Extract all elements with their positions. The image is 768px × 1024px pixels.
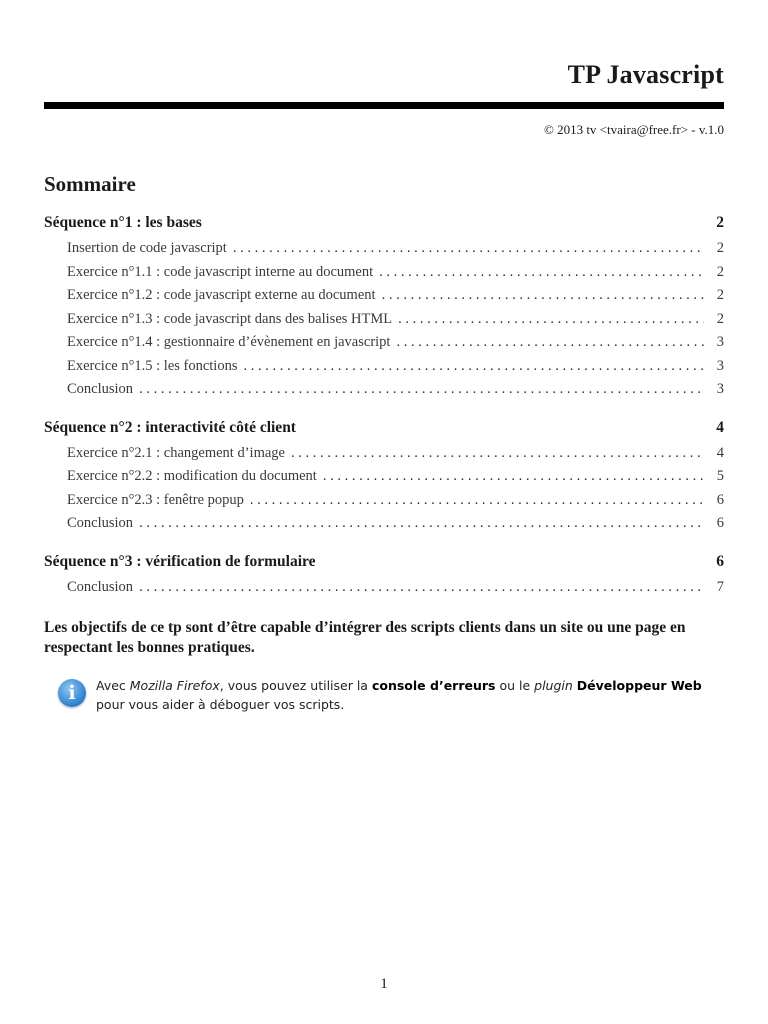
toc-item-label: Exercice n°2.2 : modification du document	[67, 468, 317, 484]
dot-leader	[382, 287, 704, 304]
toc-heading: Sommaire	[44, 172, 136, 196]
toc-item[interactable]	[44, 492, 724, 516]
document-title: TP Javascript	[567, 60, 724, 89]
toc-page-number: 3	[716, 334, 724, 350]
toc-item[interactable]	[44, 334, 724, 358]
dot-leader	[396, 334, 704, 351]
console-term: console d’erreurs	[371, 678, 496, 693]
page-number: 1	[380, 976, 388, 992]
browser-name: Mozilla Firefox	[129, 678, 220, 693]
info-note	[58, 676, 718, 714]
toc-item-label: Exercice n°1.5 : les fonctions	[67, 357, 238, 374]
dot-leader	[243, 358, 704, 375]
toc-item-label: Exercice n°1.3 : code javascript dans des balises HTML	[67, 310, 393, 327]
toc-item-label: Conclusion	[67, 515, 134, 531]
toc-item[interactable]	[44, 515, 724, 539]
toc-item-label: Conclusion	[67, 578, 134, 595]
toc-page-number: 6	[716, 515, 724, 531]
toc-item-label: Exercice n°1.4 : gestionnaire d’évènement en javascript	[67, 334, 391, 350]
toc-item[interactable]	[44, 381, 724, 405]
toc-item[interactable]	[44, 240, 724, 264]
toc-item-label: Exercice n°1.2 : code javascript externe au document	[67, 287, 376, 303]
plugin-term: plugin	[534, 678, 573, 693]
toc-page-number: 2	[716, 310, 724, 327]
info-icon: i	[58, 679, 86, 707]
devweb-term: Développeur Web	[576, 678, 702, 693]
toc-section-label: Séquence n°1 : les bases	[44, 214, 202, 231]
toc-item-label: Exercice n°2.1 : changement d’image	[67, 444, 285, 461]
table-of-contents	[44, 214, 724, 608]
title-rule	[44, 102, 724, 109]
toc-page-number: 4	[716, 418, 724, 436]
toc-item-label: Exercice n°1.1 : code javascript interne au document	[67, 263, 374, 280]
toc-item[interactable]	[44, 311, 724, 335]
dot-leader	[291, 445, 704, 462]
toc-section-entry[interactable]	[44, 214, 724, 240]
dot-leader	[139, 381, 704, 398]
toc-section-1	[44, 214, 724, 405]
note-text: Avec Mozilla Firefox, vous pouvez utiliser la console d’erreurs ou le plugin Développeur Web pour vous aider à déboguer vos scripts.	[96, 678, 702, 712]
toc-item[interactable]	[44, 579, 724, 603]
toc-section-label: Séquence n°2 : interactivité côté client	[44, 418, 296, 436]
toc-page-number: 6	[716, 552, 724, 570]
toc-item[interactable]	[44, 358, 724, 382]
toc-page-number: 3	[716, 357, 724, 374]
toc-page-number: 2	[716, 263, 724, 280]
toc-section-3	[44, 553, 724, 603]
dot-leader	[250, 492, 704, 509]
dot-leader	[379, 264, 704, 281]
dot-leader	[139, 579, 704, 596]
toc-page-number: 7	[716, 578, 724, 595]
dot-leader	[139, 515, 704, 532]
toc-item-label: Conclusion	[67, 381, 134, 397]
toc-item-label: Exercice n°2.3 : fenêtre popup	[67, 491, 244, 508]
dot-leader	[398, 311, 704, 328]
toc-page-number: 2	[716, 214, 724, 231]
document-meta: © 2013 tv <tvaira@free.fr> - v.1.0	[543, 122, 724, 137]
dot-leader	[323, 468, 704, 485]
dot-leader	[233, 240, 704, 257]
objectives-paragraph: Les objectifs de ce tp sont d’être capable d’intégrer des scripts clients dans un site ou une page en respectant les bonnes pratiques.	[44, 619, 686, 656]
toc-page-number: 5	[716, 468, 724, 484]
toc-item[interactable]	[44, 287, 724, 311]
toc-section-entry[interactable]	[44, 419, 724, 445]
toc-page-number: 2	[716, 240, 724, 256]
toc-item-label: Insertion de code javascript	[67, 240, 227, 256]
toc-section-label: Séquence n°3 : vérification de formulaire	[44, 552, 316, 570]
toc-page-number: 2	[716, 287, 724, 303]
toc-item[interactable]	[44, 468, 724, 492]
toc-page-number: 3	[716, 381, 724, 397]
toc-section-entry[interactable]	[44, 553, 724, 579]
toc-page-number: 6	[716, 491, 724, 508]
toc-item[interactable]	[44, 445, 724, 469]
toc-item[interactable]	[44, 264, 724, 288]
toc-section-2	[44, 419, 724, 539]
toc-page-number: 4	[716, 444, 724, 461]
